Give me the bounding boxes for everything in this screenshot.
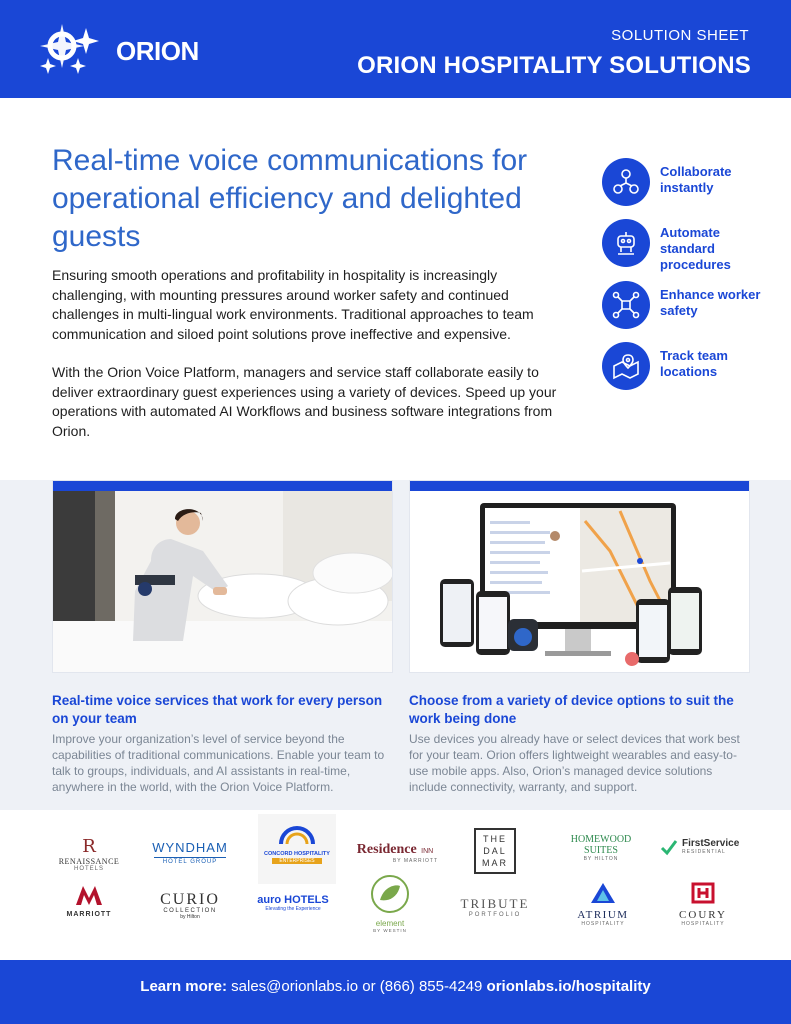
renaissance-logo: R RENAISSANCE HOTELS [50, 836, 128, 872]
element-logo: element BY WESTIN [362, 874, 418, 933]
atrium-logo: ATRIUM HOSPITALITY [566, 882, 640, 927]
panel-title-right: Choose from a variety of device options to suit the work being done [409, 693, 734, 726]
map-location-icon [602, 342, 650, 390]
intro-paragraph-2: With the Orion Voice Platform, managers and service staff collaborate easily to deliver extraordinary guest experiences using a variety of devices. Speed up your operations with automated AI Workflows and business software integrations from Orion. [52, 364, 557, 439]
concord-logo: CONCORD HOSPITALITY ENTERPRISES [258, 814, 336, 884]
footer-contact-line [0, 978, 791, 995]
feature-label: Automate standard procedures [660, 225, 731, 272]
tribute-logo: TRIBUTE PORTFOLIO [460, 896, 530, 918]
panel-title-left: Real-time voice services that work for every person on your team [52, 693, 383, 726]
feature-collaborate [602, 158, 772, 210]
devices-illustration [410, 491, 749, 672]
page-title: ORION HOSPITALITY SOLUTIONS [357, 52, 751, 79]
safety-network-icon [602, 281, 650, 329]
coury-logo: COURY HOSPITALITY [668, 882, 738, 927]
feature-automate [602, 219, 772, 271]
solution-sheet-label: SOLUTION SHEET [611, 27, 749, 44]
renaissance-r-mark: R [82, 836, 96, 857]
coury-mark-icon [691, 882, 715, 904]
feature-label: Collaborate instantly [660, 164, 732, 195]
header-bar [0, 0, 791, 98]
feature-label: Track team locations [660, 348, 728, 379]
homewood-logo: HOMEWOOD SUITES BY HILTON [570, 834, 632, 862]
panel-accent-bar [53, 481, 392, 491]
marriott-logo: MARRIOTT [56, 884, 122, 918]
devices-photo [409, 480, 750, 673]
panel-text-left: Improve your organization’s level of service beyond the capabilities of traditional communications. Enable your team to talk to groups, individuals, and AI assistants in real-time, anywhere in the world, with the Orion Voice Platform. [52, 732, 385, 794]
website-link[interactable]: orionlabs.io/hospitality [486, 978, 651, 995]
atrium-triangle-icon [590, 882, 616, 904]
curio-logo: CURIO COLLECTION by Hilton [160, 891, 220, 920]
panel-accent-bar [410, 481, 749, 491]
concord-arc-icon [277, 822, 317, 846]
orion-logo[interactable] [38, 22, 199, 78]
orion-star-icon [38, 22, 118, 78]
residence-inn-logo: Residence INN BY MARRIOTT [356, 842, 438, 864]
feature-track [602, 342, 772, 394]
feature-label: Enhance worker safety [660, 287, 761, 318]
dalmar-logo: THE DAL MAR [474, 828, 516, 874]
marriott-m-icon [74, 884, 104, 906]
feature-safety [602, 281, 772, 333]
logo-wordmark: ORION [116, 36, 199, 66]
wyndham-logo: WYNDHAM HOTEL GROUP [152, 840, 228, 865]
auro-hotels-logo: auro HOTELS Elevating the Experience [257, 894, 329, 912]
firstservice-check-icon [660, 838, 678, 856]
firstservice-logo: FirstService RESIDENTIAL [660, 838, 744, 855]
contact-info[interactable]: sales@orionlabs.io or (866) 855-4249 [226, 978, 487, 995]
headline: Real-time voice communications for operational efficiency and delighted guests [52, 144, 528, 253]
robot-icon [602, 219, 650, 267]
collaborate-icon [602, 158, 650, 206]
housekeeper-illustration [53, 491, 392, 672]
learn-more-label: Learn more: [140, 978, 227, 995]
intro-paragraph-1: Ensuring smooth operations and profitability in hospitality is increasingly challenging, with mounting pressures around worker safety and continued challenges in multi-lingual work environments. Traditional approaches to team communication and siloed point solutions prove ineffective and expensive. [52, 267, 534, 342]
element-leaf-icon [370, 874, 410, 914]
footer-bar [0, 960, 791, 1024]
housekeeping-photo [52, 480, 393, 673]
panel-text-right: Use devices you already have or select devices that work best for your team. Orion offers lightweight wearables and easy-to-use mobile apps. Also, Orion’s managed device solutions include connectivity, warranty, and support. [409, 732, 740, 794]
